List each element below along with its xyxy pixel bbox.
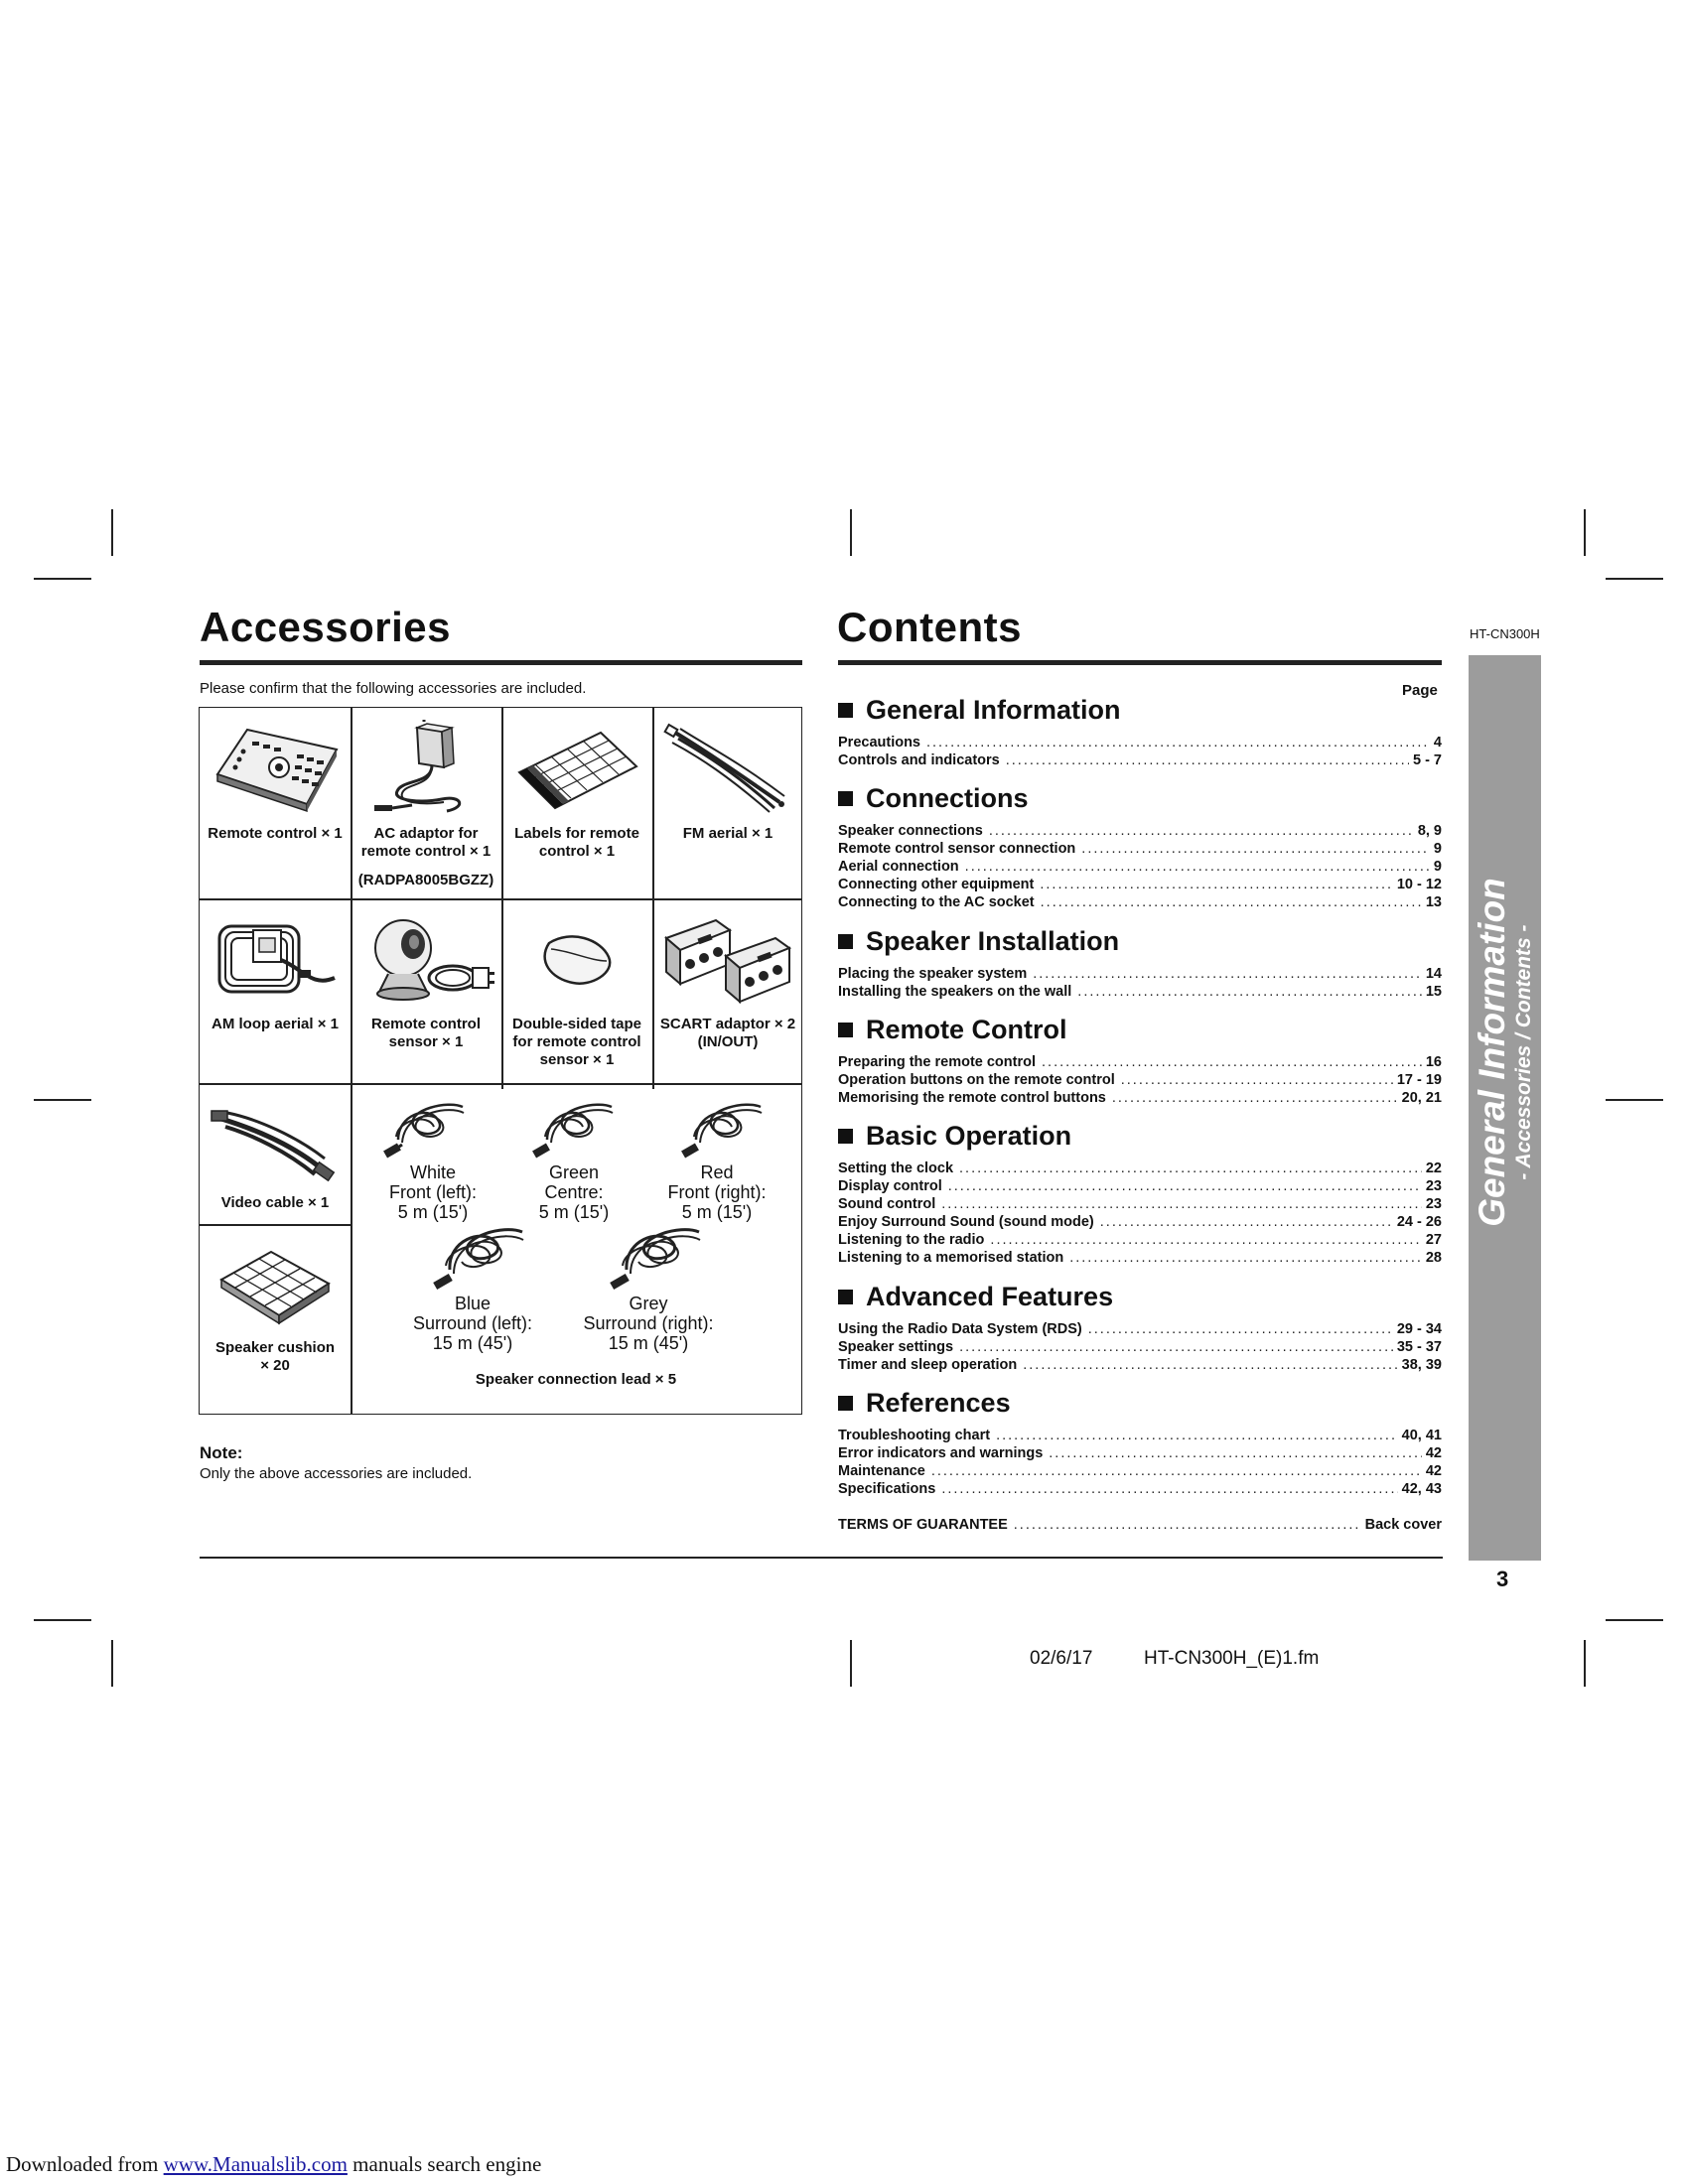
lead-label-green: Green Centre: 5 m (15') xyxy=(538,1162,610,1222)
section-heading-references: References xyxy=(838,1388,1011,1419)
accessories-table xyxy=(199,707,802,1415)
toc-entry[interactable]: Preparing the remote control ..... 16 xyxy=(838,1053,1442,1071)
toc-entry[interactable]: Connecting other equipment ..... 10 - 12 xyxy=(838,876,1442,893)
speaker-lead-caption: Speaker connection lead × 5 xyxy=(475,1371,677,1388)
bottom-rule xyxy=(200,1557,1443,1559)
section-heading-remote-control: Remote Control xyxy=(838,1015,1067,1045)
scart-adaptor-caption: SCART adaptor × 2 (IN/OUT) xyxy=(659,1016,796,1050)
square-bullet-icon xyxy=(838,1129,853,1144)
crop-mark xyxy=(111,1640,113,1687)
side-tab-label: General Information - Accessories / Contents - xyxy=(1472,878,1535,1227)
footer-filename: HT-CN300H_(E)1.fm xyxy=(1144,1648,1320,1669)
speaker-lead-illustration xyxy=(676,1095,766,1169)
toc-entry[interactable]: Speaker connections ..... 8, 9 xyxy=(838,822,1442,840)
toc-entry[interactable]: Installing the speakers on the wall ..... 15 xyxy=(838,983,1442,1001)
speaker-lead-illustration xyxy=(605,1220,704,1299)
accessories-title-rule xyxy=(200,660,802,665)
lead-label-white: White Front (left): 5 m (15') xyxy=(388,1162,477,1222)
remote-sensor-illustration xyxy=(358,908,497,1013)
footer-date: 02/6/17 xyxy=(1030,1648,1093,1669)
square-bullet-icon xyxy=(838,703,853,718)
page-column-header: Page xyxy=(1402,682,1438,699)
square-bullet-icon xyxy=(838,791,853,806)
square-bullet-icon xyxy=(838,1290,853,1304)
crop-mark xyxy=(111,509,113,556)
toc-entry[interactable]: Troubleshooting chart ..... 40, 41 xyxy=(838,1427,1442,1444)
remote-control-illustration xyxy=(208,720,343,819)
toc-entry-guarantee[interactable]: TERMS OF GUARANTEE ..... Back cover xyxy=(838,1516,1442,1534)
section-heading-basic-operation: Basic Operation xyxy=(838,1121,1071,1152)
toc-entry[interactable]: Precautions ..... 4 xyxy=(838,734,1442,751)
toc-entry[interactable]: Using the Radio Data System (RDS) ..... 29 - 34 xyxy=(838,1320,1442,1338)
fm-aerial-caption: FM aerial × 1 xyxy=(682,825,774,842)
speaker-lead-illustration xyxy=(378,1095,468,1169)
lead-label-grey: Grey Surround (right): 15 m (45') xyxy=(583,1294,714,1353)
am-loop-aerial-caption: AM loop aerial × 1 xyxy=(211,1016,339,1032)
crop-mark xyxy=(1584,1640,1586,1687)
crop-mark xyxy=(850,509,852,556)
speaker-lead-illustration xyxy=(527,1095,617,1169)
speaker-cushion-caption: Speaker cushion × 20 xyxy=(214,1339,336,1374)
labels-illustration xyxy=(511,723,642,817)
remote-sensor-caption: Remote control sensor × 1 xyxy=(370,1016,481,1050)
toc-entry[interactable]: Setting the clock ..... 22 xyxy=(838,1160,1442,1177)
toc-entry[interactable]: Listening to the radio ..... 27 xyxy=(838,1231,1442,1249)
note-heading: Note: xyxy=(200,1443,243,1462)
section-heading-connections: Connections xyxy=(838,783,1029,814)
crop-mark xyxy=(34,1619,91,1621)
ac-adaptor-code: (RADPA8005BGZZ) xyxy=(357,872,494,888)
labels-caption: Labels for remote control × 1 xyxy=(514,825,639,860)
accessories-intro: Please confirm that the following accessories are included. xyxy=(200,680,587,697)
manualslib-link[interactable]: www.Manualslib.com xyxy=(163,2152,348,2176)
crop-mark xyxy=(1606,578,1663,580)
double-sided-tape-caption: Double-sided tape for remote control sensor × 1 xyxy=(511,1016,641,1068)
crop-mark xyxy=(1584,509,1586,556)
contents-title-rule xyxy=(838,660,1442,665)
crop-mark xyxy=(1606,1099,1663,1101)
toc-entry[interactable]: Timer and sleep operation ..... 38, 39 xyxy=(838,1356,1442,1374)
toc-entry[interactable]: Display control ..... 23 xyxy=(838,1177,1442,1195)
toc-entry[interactable]: Aerial connection ..... 9 xyxy=(838,858,1442,876)
crop-mark xyxy=(850,1640,852,1687)
crop-mark xyxy=(1606,1619,1663,1621)
toc-entry[interactable]: Placing the speaker system ..... 14 xyxy=(838,965,1442,983)
toc-entry[interactable]: Specifications ..... 42, 43 xyxy=(838,1480,1442,1498)
toc-entry[interactable]: Sound control ..... 23 xyxy=(838,1195,1442,1213)
note-text: Only the above accessories are included. xyxy=(200,1465,473,1482)
model-number: HT-CN300H xyxy=(1470,626,1540,641)
am-loop-aerial-illustration xyxy=(208,908,343,1013)
scart-adaptor-illustration xyxy=(658,908,799,1013)
toc-entry[interactable]: Operation buttons on the remote control ..... 17 - 19 xyxy=(838,1071,1442,1089)
toc-entry[interactable]: Maintenance ..... 42 xyxy=(838,1462,1442,1480)
speaker-lead-illustration xyxy=(428,1220,527,1299)
toc-entry[interactable]: Connecting to the AC socket ..... 13 xyxy=(838,893,1442,911)
lead-label-blue: Blue Surround (left): 15 m (45') xyxy=(412,1294,533,1353)
speaker-cushion-illustration xyxy=(213,1244,339,1331)
toc-entry[interactable]: Remote control sensor connection ..... 9 xyxy=(838,840,1442,858)
section-heading-advanced-features: Advanced Features xyxy=(838,1282,1113,1312)
square-bullet-icon xyxy=(838,934,853,949)
ac-adaptor-illustration xyxy=(362,720,490,819)
toc-entry[interactable]: Error indicators and warnings ..... 42 xyxy=(838,1444,1442,1462)
video-cable-caption: Video cable × 1 xyxy=(220,1194,330,1211)
accessories-title: Accessories xyxy=(200,604,452,650)
section-heading-general-information: General Information xyxy=(838,695,1121,726)
square-bullet-icon xyxy=(838,1396,853,1411)
toc-entry[interactable]: Enjoy Surround Sound (sound mode) ..... 24 - 26 xyxy=(838,1213,1442,1231)
square-bullet-icon xyxy=(838,1023,853,1037)
double-sided-tape-illustration xyxy=(511,921,642,1001)
page-number: 3 xyxy=(1496,1567,1509,1591)
section-heading-speaker-installation: Speaker Installation xyxy=(838,926,1119,957)
crop-mark xyxy=(34,578,91,580)
video-cable-illustration xyxy=(208,1097,343,1191)
remote-control-caption: Remote control × 1 xyxy=(208,825,343,842)
ac-adaptor-caption: AC adaptor for remote control × 1 xyxy=(360,825,492,860)
fm-aerial-illustration xyxy=(660,723,795,817)
toc-entry[interactable]: Controls and indicators ..... 5 - 7 xyxy=(838,751,1442,769)
download-notice: Downloaded from www.Manualslib.com manuals search engine xyxy=(6,2152,542,2176)
contents-title: Contents xyxy=(837,604,1022,650)
toc-entry[interactable]: Listening to a memorised station ..... 28 xyxy=(838,1249,1442,1267)
toc-entry[interactable]: Speaker settings ..... 35 - 37 xyxy=(838,1338,1442,1356)
crop-mark xyxy=(34,1099,91,1101)
lead-label-red: Red Front (right): 5 m (15') xyxy=(667,1162,767,1222)
toc-entry[interactable]: Memorising the remote control buttons ..... 20, 21 xyxy=(838,1089,1442,1107)
